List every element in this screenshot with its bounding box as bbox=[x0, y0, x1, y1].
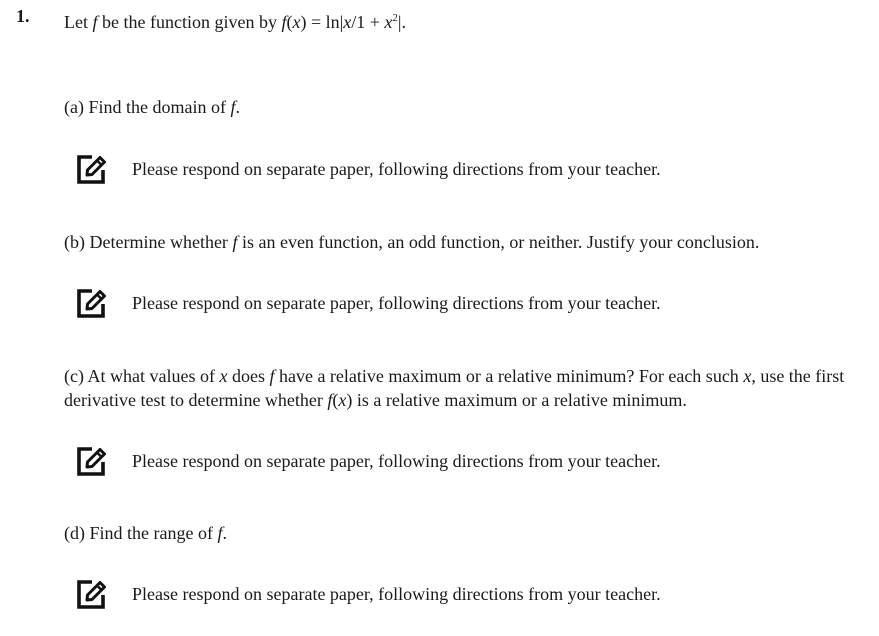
part-a-text: . bbox=[235, 97, 240, 117]
part-a-response[interactable] bbox=[73, 151, 661, 187]
part-d-text: (d) Find the range of bbox=[64, 523, 218, 543]
part-c-response[interactable] bbox=[73, 443, 661, 479]
response-prompt-text: Please respond on separate paper, following directions from your teacher. bbox=[132, 584, 661, 604]
pencil-square-icon bbox=[73, 151, 109, 187]
stem-var-f: f bbox=[92, 12, 98, 32]
stem-var-x: x bbox=[384, 12, 393, 32]
question-stem bbox=[64, 6, 406, 34]
part-b-text: is an even function, an odd function, or neither. Justify your conclusion. bbox=[237, 232, 760, 252]
part-c-var-x: x bbox=[743, 366, 752, 386]
part-c-text: ) is a relative maximum or a relative minimum. bbox=[346, 390, 687, 410]
part-c-var-x: x bbox=[338, 390, 347, 410]
stem-text: /1 + bbox=[351, 12, 385, 32]
part-c-text: , use the first derivative test to determine whether bbox=[64, 366, 845, 410]
part-c-prompt bbox=[64, 364, 864, 412]
part-d-var-f: f bbox=[217, 523, 223, 543]
stem-var-x: x bbox=[292, 12, 301, 32]
question-number: 1. bbox=[16, 6, 30, 26]
stem-var-x: x bbox=[343, 12, 352, 32]
part-c-var-f: f bbox=[327, 390, 333, 410]
part-d-text: . bbox=[222, 523, 227, 543]
stem-exponent: 2 bbox=[392, 12, 398, 24]
part-c-text: ( bbox=[332, 390, 339, 410]
pencil-square-icon bbox=[73, 443, 109, 479]
part-c-text: does bbox=[227, 366, 270, 386]
part-a-prompt bbox=[64, 95, 864, 119]
stem-var-f: f bbox=[281, 12, 287, 32]
part-b-text: (b) Determine whether bbox=[64, 232, 233, 252]
stem-text: |. bbox=[397, 12, 407, 32]
part-b-response[interactable] bbox=[73, 285, 661, 321]
part-c-text: have a relative maximum or a relative minimum? For each such bbox=[274, 366, 744, 386]
response-prompt-text: Please respond on separate paper, following directions from your teacher. bbox=[132, 451, 661, 471]
part-a-text: (a) Find the domain of bbox=[64, 97, 231, 117]
pencil-square-icon bbox=[73, 285, 109, 321]
part-c-var-x: x bbox=[219, 366, 228, 386]
part-b-prompt bbox=[64, 230, 864, 254]
response-prompt-text: Please respond on separate paper, following directions from your teacher. bbox=[132, 159, 661, 179]
response-prompt-text: Please respond on separate paper, following directions from your teacher. bbox=[132, 293, 661, 313]
part-c-var-f: f bbox=[269, 366, 275, 386]
part-d-response[interactable] bbox=[73, 576, 661, 612]
stem-text: ) = ln| bbox=[300, 12, 344, 32]
part-c-text: (c) At what values of bbox=[64, 366, 220, 386]
pencil-square-icon bbox=[73, 576, 109, 612]
stem-text: Let bbox=[64, 12, 93, 32]
part-a-var-f: f bbox=[230, 97, 236, 117]
part-b-var-f: f bbox=[232, 232, 238, 252]
stem-text: ( bbox=[286, 12, 293, 32]
stem-text: be the function given by bbox=[97, 12, 282, 32]
part-d-prompt bbox=[64, 521, 864, 545]
